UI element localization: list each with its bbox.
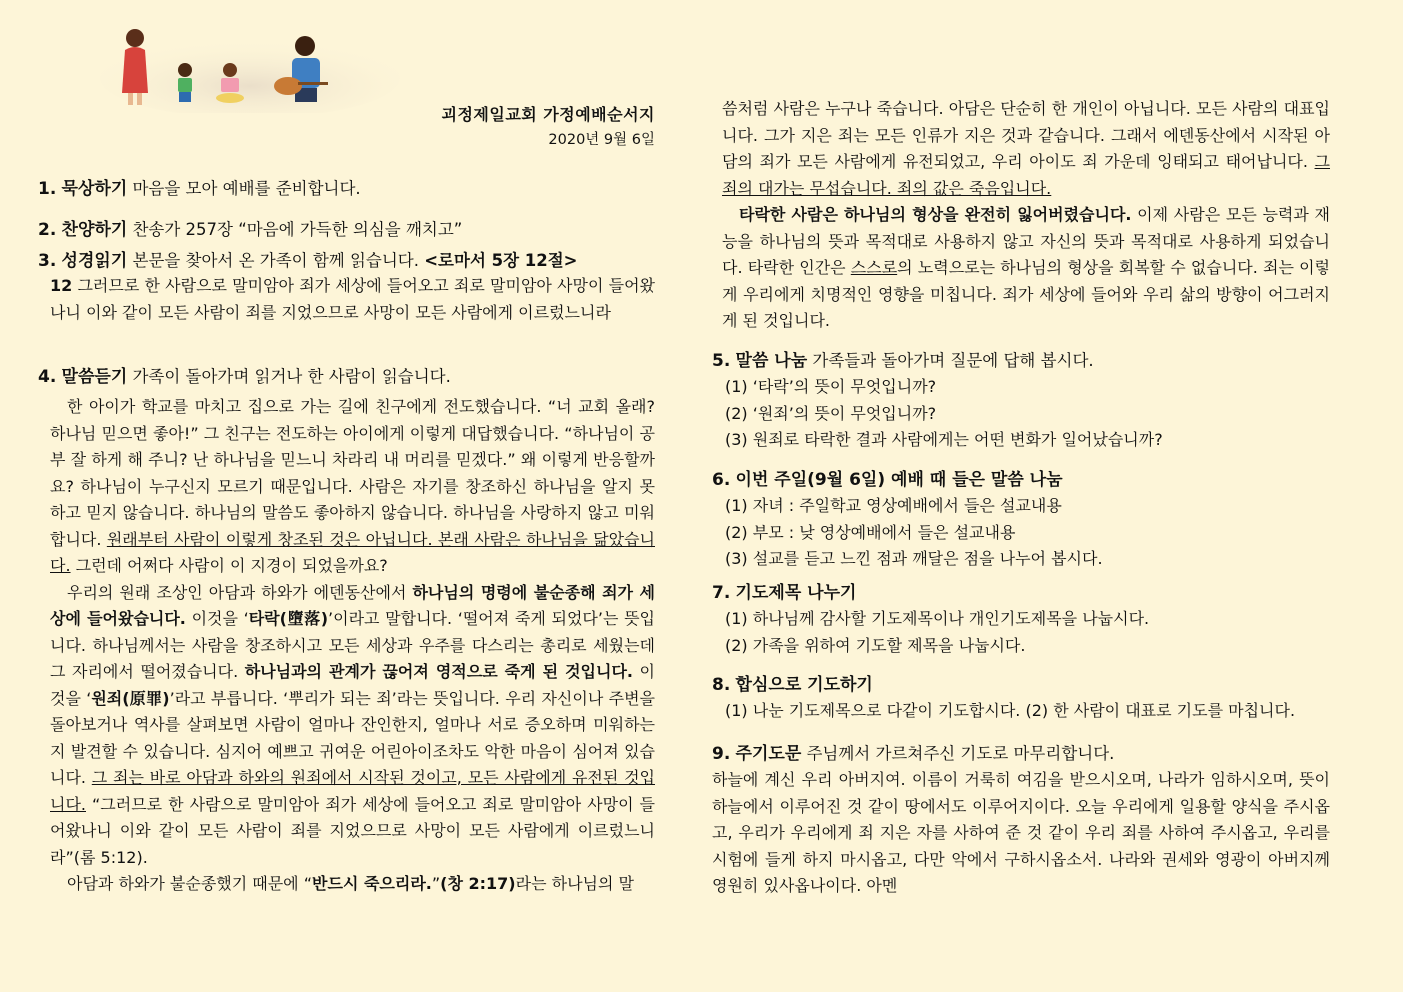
section-2-title: 찬양하기 [61,220,128,240]
family-illustration [100,18,400,113]
paragraph: 아담과 하와가 불순종했기 때문에 “반드시 죽으리라.”(창 2:17)라는 하나님의 말 [67,874,634,893]
section-3: 3. 성경읽기 본문을 찾아서 온 가족이 함께 읽습니다. <로마서 5장 12절> [38,251,578,271]
sermon-body-right [722,96,1330,335]
section-2: 2. 찬양하기 찬송가 257장 “마음에 가득한 의심을 깨치고” [38,220,463,240]
section-1-title: 묵상하기 [61,179,128,199]
section-5: 5. 말씀 나눔 가족들과 돌아가며 질문에 답해 봅시다. (1) ‘타락’의 뜻이 무엇입니까? (2) ‘원죄’의 뜻이 무엇입니까? (3) 원죄로 타락한 결과 사람에게는 어떤 변화가 일어났습니까? [712,348,1332,454]
paragraph: 타락한 사람은 하나님의 형상을 완전히 잃어버렸습니다. 이제 사람은 모든 능력과 재능을 하나님의 뜻과 목적대로 사용하지 않고 자신의 뜻과 목적대로 사용하게 되었습니다. 타락한 인간은 스스로의 노력으로는 하나님의 형상을 회복할 수 없습니다. 죄는 이렇게 우리에게 치명적인 영향을 미칩니다. 죄가 세상에 들어와 우리 삶의 방향이 어그러지게 된 것입니다. [722,205,1330,330]
section-5-title: 말씀 나눔 [735,351,808,371]
scripture-verse: 12 그러므로 한 사람으로 말미암아 죄가 세상에 들어오고 죄로 말미암아 사망이 들어왔나니 이와 같이 모든 사람이 죄를 지었으므로 사망이 모든 사람에게 이르렀느니라 [50,276,655,322]
child-figure [178,63,192,77]
section-8: 8. 합심으로 기도하기 (1) 나눈 기도제목으로 다같이 기도합시다. (2) 한 사람이 대표로 기도를 마칩니다. [712,672,1332,725]
paragraph: 한 아이가 학교를 마치고 집으로 가는 길에 친구에게 전도했습니다. “너 교회 올래? 하나님 믿으면 좋아!” 그 친구는 전도하는 아이에게 이렇게 대답했습니다. “하나님이 공부 잘 하게 해 주니? 난 하나님을 믿느니 차라리 내 머리를 믿겠다.” 왜 이렇게 반응할까요? 하나님이 누구신지 모르기 때문입니다. 사람은 자기를 창조하신 하나님을 알지 못하고 믿지 않습니다. 하나님의 말씀도 좋아하지 않습니다. 하나님을 사랑하지 않고 미워합니다. 원래부터 사람이 이렇게 창조된 것은 아닙니다. 본래 사람은 하나님을 닮았습니다. 그런데 어쩌다 사람이 이 지경이 되었을까요? [50,397,655,575]
section-4: 4. 말씀듣기 가족이 돌아가며 읽거나 한 사람이 읽습니다. [38,367,451,387]
section-6: 6. 이번 주일(9월 6일) 예배 때 들은 말씀 나눔 (1) 자녀 : 주일학교 영상예배에서 들은 설교내용 (2) 부모 : 낮 영상예배에서 들은 설교내용 (3) 설교를 듣고 느낀 점과 깨달은 점을 나누어 봅시다. [712,467,1332,573]
list-item: (2) 가족을 위하여 기도할 제목을 나눕시다. [725,635,1026,655]
list-item: (2) ‘원죄’의 뜻이 무엇입니까? [725,403,937,423]
section-9: 9. 주기도문 주님께서 가르쳐주신 기도로 마무리합니다. 하늘에 계신 우리 아버지여. 이름이 거룩히 여김을 받으시오며, 나라가 임하시오며, 뜻이 하늘에서 이루어진 것 같이 땅에서도 이루어지이다. 오늘 우리에게 일용할 양식을 주시옵고, 우리가 우리에게 죄 지은 자를 사하여 준 것 같이 우리 죄를 사하여 주시옵고, 우리를 시험에 들게 하지 마시옵고, 다만 악에서 구하시옵소서. 나라와 권세와 영광이 아버지께 영원히 있사옵나이다. 아멘 [712,741,1332,900]
sermon-body-left [50,394,655,898]
section-3-title: 성경읽기 [61,251,128,271]
document-date: 2020년 9월 6일 [548,132,655,148]
lords-prayer: 하늘에 계신 우리 아버지여. 이름이 거룩히 여김을 받으시오며, 나라가 임하시오며, 뜻이 하늘에서 이루어진 것 같이 땅에서도 이루어지이다. 오늘 우리에게 일용할 양식을 주시옵고, 우리가 우리에게 죄 지은 자를 사하여 준 것 같이 우리 죄를 사하여 주시옵고, 우리를 시험에 들게 하지 마시옵고, 다만 악에서 구하시옵소서. 나라와 권세와 영광이 아버지께 영원히 있사옵나이다. 아멘 [712,770,1330,895]
paragraph: 씀처럼 사람은 누구나 죽습니다. 아담은 단순히 한 개인이 아닙니다. 모든 사람의 대표입니다. 그가 지은 죄는 모든 인류가 지은 것과 같습니다. 그래서 에덴동산에서 시작된 아담의 죄가 모든 사람에게 유전되었고, 우리 아이도 죄 가운데 잉태되고 태어납니다. 그 죄의 대가는 무섭습니다. 죄의 값은 죽음입니다. [722,99,1330,198]
section-9-title: 주기도문 [735,744,802,764]
section-7-title: 기도제목 나누기 [735,583,857,603]
father-figure [295,36,315,56]
scripture-reference: <로마서 5장 12절> [424,251,578,270]
document-title: 괴정제일교회 가정예배순서지 [441,105,655,124]
mother-figure [126,29,144,47]
list-item: (3) 설교를 듣고 느낀 점과 깨달은 점을 나누어 봅시다. [725,549,1103,568]
guitar-icon [274,77,302,95]
section-8-title: 합심으로 기도하기 [735,675,873,695]
section-7: 7. 기도제목 나누기 (1) 하나님께 감사할 기도제목이나 개인기도제목을 나눕시다. (2) 가족을 위하여 기도할 제목을 나눕시다. [712,580,1332,659]
list-item: (2) 부모 : 낮 영상예배에서 들은 설교내용 [725,522,1016,542]
list-item: (3) 원죄로 타락한 결과 사람에게는 어떤 변화가 일어났습니까? [725,430,1163,449]
section-1: 1. 묵상하기 마음을 모아 예배를 준비합니다. [38,179,361,199]
list-item: (1) 자녀 : 주일학교 영상예배에서 들은 설교내용 [725,496,1062,515]
section-6-title: 이번 주일(9월 6일) 예배 때 들은 말씀 나눔 [735,470,1063,490]
list-item: (1) ‘타락’의 뜻이 무엇입니까? [725,377,937,396]
section-4-title: 말씀듣기 [61,367,128,387]
paragraph: 우리의 원래 조상인 아담과 하와가 에덴동산에서 하나님의 명령에 불순종해 죄가 세상에 들어왔습니다. 이것을 ‘타락(墮落)’이라고 말합니다. ‘떨어져 죽게 되었다’는 뜻입니다. 하나님께서는 사람을 창조하시고 모든 세상과 우주를 다스리는 총리로 세웠는데 그 자리에서 떨어졌습니다. 하나님과의 관계가 끊어져 영적으로 죽게 된 것입니다. 이것을 ‘원죄(原罪)’라고 부릅니다. ‘뿌리가 되는 죄’라는 뜻입니다. 우리 자신이나 주변을 돌아보거나 역사를 살펴보면 사람이 얼마나 잔인한지, 얼마나 서로 증오하며 미워하는지 발견할 수 있습니다. 심지어 예쁘고 귀여운 어린아이조차도 악한 마음이 심어져 있습니다. 그 죄는 바로 아담과 하와의 원죄에서 시작된 것이고, 모든 사람에게 유전된 것입니다. “그러므로 한 사람으로 말미암아 죄가 세상에 들어오고 죄로 말미암아 사망이 들어왔나니 이와 같이 모든 사람이 죄를 지었으므로 사망이 모든 사람에게 이르렀느니라”(롬 5:12). [50,582,655,867]
list-item: (1) 하나님께 감사할 기도제목이나 개인기도제목을 나눕시다. [725,609,1150,628]
list-item: (1) 나눈 기도제목으로 다같이 기도합시다. (2) 한 사람이 대표로 기도를 마칩니다. [725,701,1296,720]
